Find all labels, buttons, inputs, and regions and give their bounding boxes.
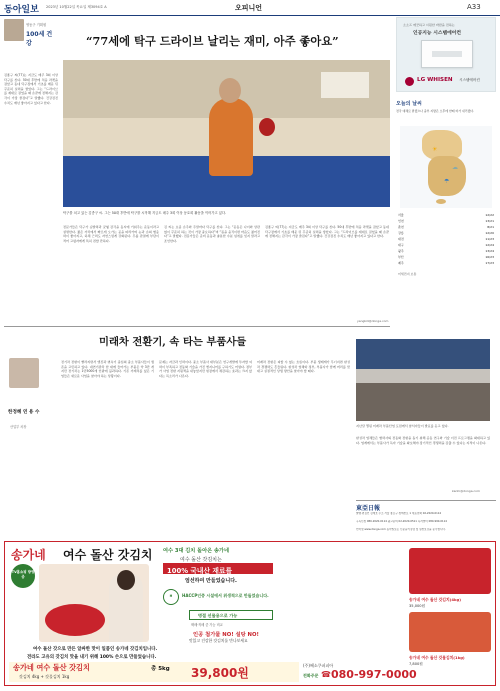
column1-headline: “77세에 탁구 드라이브 날리는 재미, 아주 좋아요” [86, 34, 339, 48]
lg-ad-brand: LG WHISEN [417, 77, 453, 83]
column1-photo [63, 60, 390, 207]
ad-company: (주)혜소쿠퍼피아 [303, 663, 334, 668]
aircon-unit [421, 40, 473, 68]
ad-headline-2: 여수 돌산 갓김치 [63, 548, 153, 562]
lg-ad-copy-2: 인공지능 시스템에어컨 [413, 31, 462, 36]
column1-byline: yangkill@donga.com [357, 319, 389, 323]
city-temp: 11/23 [485, 237, 494, 241]
column1-series-name: 영동구 기획원 [26, 23, 47, 27]
masthead [0, 0, 500, 16]
ad-price-weight: 총 5kg [151, 666, 170, 672]
city-temp: 12/20 [485, 231, 494, 235]
ad-claim-main-text: 100% 국내산 재료를 [167, 566, 233, 575]
ad-price-detail: 갓김치 4kg + 갓물김치 1kg [19, 674, 70, 679]
photo-player-body [209, 98, 253, 176]
lg-ad-copy-1: 소소프 깨끗하고 시원한 바람을 전하는 [403, 23, 455, 27]
column2-body-2: 문제는 자금과 인력이다. 중소 부품사 대부분은 연구개발에 투자할 여력이 부족하고 전동화 기술을 가진 엔지니어를 구하기도 어렵다. 정부가 사업 전환 지원책을 내놓았지만 현장에서 체감하는 효과는 크지 않다는 목소리가 나온다. [159, 360, 252, 378]
rain-icon: ☂ [444, 178, 450, 185]
ad-taste: 여수 돌산 갓김치는 [180, 557, 222, 563]
donga-info-title: 東亞日報 [356, 505, 381, 512]
ad-bottom-copy-1: 여수 돌산 갓으로 만든 알싸한 맛이 일품인 송가네 갓김치입니다. [33, 647, 158, 652]
city-name: 부산 [398, 255, 404, 259]
city-temp: 8/21 [487, 225, 494, 229]
column2-author-name: 한정혜 연 용 수 [8, 410, 40, 415]
ad-right-title-1: 송가네 여수 돌산 갓김치(4kg) [409, 597, 461, 602]
lg-logo [405, 77, 414, 86]
ad-model-photo [39, 564, 149, 642]
ad-claim-sub: 엄선하여 만들었습니다. [185, 578, 237, 584]
ad-rank: 여수 3대 김치 돌아온 송가네 [163, 548, 229, 554]
donga-info-line-3: 인터넷 www.donga.com 동아일보는 신문윤리강령 및 실천요강을 준수합니다. [356, 528, 446, 531]
phone-icon: ☎ [321, 670, 331, 679]
column2-body-3: 미래차 전환은 피할 수 없는 흐름이다. 부품 생태계가 무너지면 완성차 경쟁력도 흔들린다. 완성차 업체와 정부, 부품사가 함께 머리를 맞대고 실질적인 상생 방안을 찾아야 할 때다. [257, 360, 350, 374]
ad-gift: 명절 선물용으로 가능 [198, 613, 238, 618]
column1-body-4: 김종구 씨(77)는 지금도 매주 3회 이상 탁구를 친다. 50대 후반에 처음 라켓을 잡았고 동네 탁구장에서 기초를 배운 뒤 꾸준히 실력을 쌓았다. 그는 “드라이브를 제대로 걸었을 때 손끝에 전해지는 감각이 가장 즐겁다”고 말했다. 건강검진 수치도 매년 좋아지고 있다고 한다. [265, 225, 389, 239]
ad-right-price-1: 35,000원 [409, 604, 426, 608]
column1-series-label: 100세 건강 [26, 31, 53, 47]
column2-body-1: 전기차 전환이 빨라지면서 엔진과 변속기 중심의 중소 부품사들이 생존을 고민하고 있다. 내연기관차 한 대에 들어가는 부품은 약 3만 개지만 전기차는 1만5000개 안팎에 불과하다. 기존 거래처를 잃은 기업들은 새로운 사업을 찾아야 하는 상황이다. [61, 360, 154, 378]
ad-sub-note: 택배·직배 중 가능 비교 [191, 623, 223, 627]
sun-icon: ☀ [432, 146, 438, 153]
weather-map-jeju [436, 199, 446, 204]
right-article-caption: 지난달 열린 미래차 부품산업 포럼에서 참석자들이 발표를 듣고 있다. [356, 424, 449, 428]
city-temp: 16/23 [485, 255, 494, 259]
weather-title: 오늘의 날씨 [396, 101, 422, 107]
photo-stage-screen [356, 339, 490, 369]
column1-body-1: 김종구 씨(77)는 지금도 매주 3회 이상 탁구를 친다. 50대 후반에 처음 라켓을 잡았고 동네 탁구장에서 기초를 배운 뒤 꾸준히 실력을 쌓았다. 그는 “드라이브를 제대로 걸었을 때 손끝에 전해지는 감각이 가장 즐겁다”고 말했다. 건강검진 수치도 매년 좋아지고 있다고 한다. [4, 73, 58, 105]
donga-info-line-2: 구독신청 080-2020-0114 광고문의 02-2020-0511 독자센터 080-990-0114 [356, 520, 447, 523]
divider-1 [4, 326, 390, 327]
weather-map [400, 126, 492, 208]
column2-author-photo [9, 358, 39, 388]
cloud-icon: ☁ [452, 164, 458, 171]
ad-gift-box [189, 610, 273, 620]
city-name: 대구 [398, 243, 404, 247]
weather-box [396, 100, 496, 325]
city-temp: 12/24 [485, 243, 494, 247]
weather-note: 미세먼지 보통 [398, 272, 417, 276]
ad-right-price-2: 7,800원 [409, 662, 423, 666]
haccp-badge-icon: H [163, 589, 179, 605]
photo-wall-sign [321, 72, 369, 98]
kimchi-bowl [45, 604, 105, 636]
ad-headline-1: 송가네 [11, 548, 46, 562]
ad-product-photo-1 [409, 548, 491, 594]
donga-info [356, 500, 496, 538]
photo-audience [356, 383, 490, 421]
donga-info-line-1: 발행·편집인 김재호 주소 서울 종로구 청계천로 1 대표전화 02-2020-0114 [356, 512, 442, 515]
ad-product-photo-2 [409, 612, 491, 652]
column1-photo-caption: 탁구를 치고 있는 김종구 씨. 그는 50대 후반에 탁구를 시작해 지금도 매주 3회 이상 동호회 활동을 이어가고 있다. [63, 211, 227, 215]
ad-claim-main [163, 563, 273, 574]
newspaper-logo: 동아일보 [4, 5, 39, 15]
tv-badge: TV홈쇼핑 방영중 [11, 564, 35, 588]
right-article-body: 완성차 업체들은 협력사의 전동화 전환을 돕기 위해 공동 연구와 기술 이전 프로그램을 확대하고 있다. 업계에서는 부품사가 독자 기술을 확보해야 장기적인 경쟁력을 갖출 수 있다는 지적이 나온다. [356, 436, 490, 445]
model-head [117, 570, 135, 590]
ad-haccp: HACCP인증 시설에서 위생적으로 만들었습니다. [182, 593, 269, 598]
ad-price-value: 39,800원 [191, 666, 249, 680]
kimchi-ad[interactable] [4, 541, 496, 686]
ad-promo-sub: 맛있고 건강한 갓김치를 만나보세요 [189, 638, 248, 643]
right-article-photo [356, 339, 490, 421]
lg-ad[interactable] [396, 17, 496, 92]
ad-price-bar [9, 662, 299, 682]
ad-price-product: 송가네 여수 돌산 갓김치 [13, 663, 90, 672]
photo-player-head [219, 78, 241, 103]
weather-city-list [398, 213, 494, 267]
lg-ad-suffix: 시스템에어컨 [459, 78, 480, 82]
dateline: 2023년 10월22일 목요일 제3094호 A [46, 5, 107, 9]
weather-city-row [398, 261, 494, 267]
column2-author-title: 산업부 차장 [10, 425, 27, 429]
right-article-byline: kanhi@donga.com [452, 489, 480, 493]
column1-series-box [4, 19, 56, 63]
city-temp: 13/21 [485, 219, 494, 223]
weather-desc: 전국 대체로 맑겠으나 중부 지방은 오후에 한때 비가 내리겠다. [396, 109, 475, 113]
column1-body-3: 김 씨는 요즘 손주와 주말마다 탁구를 친다. 그는 “운동은 나이와 상관없이 꾸준히 하는 것이 가장 중요하다”며 “몸을 움직이면 마음도 젊어진다”고 말했다. 전문가들은 준비 운동과 충분한 수분 섭취를 잊지 말라고 조언한다. [164, 225, 260, 243]
column1-series-author-photo [4, 19, 24, 41]
ad-phone[interactable]: 080-997-0000 [331, 668, 417, 681]
column2-headline: 미래차 전환기, 속 타는 부품사들 [99, 336, 247, 348]
city-name: 춘천 [398, 225, 404, 229]
city-name: 대전 [398, 237, 404, 241]
city-name: 인천 [398, 219, 404, 223]
page-number: A33 [467, 3, 481, 11]
photo-paddle [259, 118, 275, 136]
city-name: 광주 [398, 249, 404, 253]
weather-map-korea-south [428, 156, 466, 196]
city-name: 제주 [398, 261, 404, 265]
city-temp: 12/22 [485, 213, 494, 217]
aircon-vent [432, 51, 462, 57]
ad-right-title-2: 송가네 여수 돌산 갓물김치(1kg) [409, 655, 465, 660]
section-title: 오피니언 [235, 4, 263, 12]
ad-call-label: 전화주문 [303, 673, 319, 678]
ad-promo: 인공 첨가물 NO! 설탕 NO! [193, 632, 259, 638]
city-temp: 17/23 [485, 261, 494, 265]
city-name: 서울 [398, 213, 404, 217]
ad-bottom-copy-2: 전라도 고유의 갓김치 맛을 내기 위해 100% 손으로 만들었습니다. [27, 655, 157, 660]
city-temp: 13/24 [485, 249, 494, 253]
column1-body-2: 전문가들은 탁구가 순발력과 균형 감각을 동시에 키워주는 운동이라고 설명한다. 짧은 거리에서 빠르게 오가는 공을 따라가며 눈과 손의 협응력이 좋아지고, 하체 근력도 자연스럽게 강화된다. 무릎 관절에 부담이 적어 고령자에게 특히 권할 만하다. [63, 225, 159, 243]
city-name: 강릉 [398, 231, 404, 235]
